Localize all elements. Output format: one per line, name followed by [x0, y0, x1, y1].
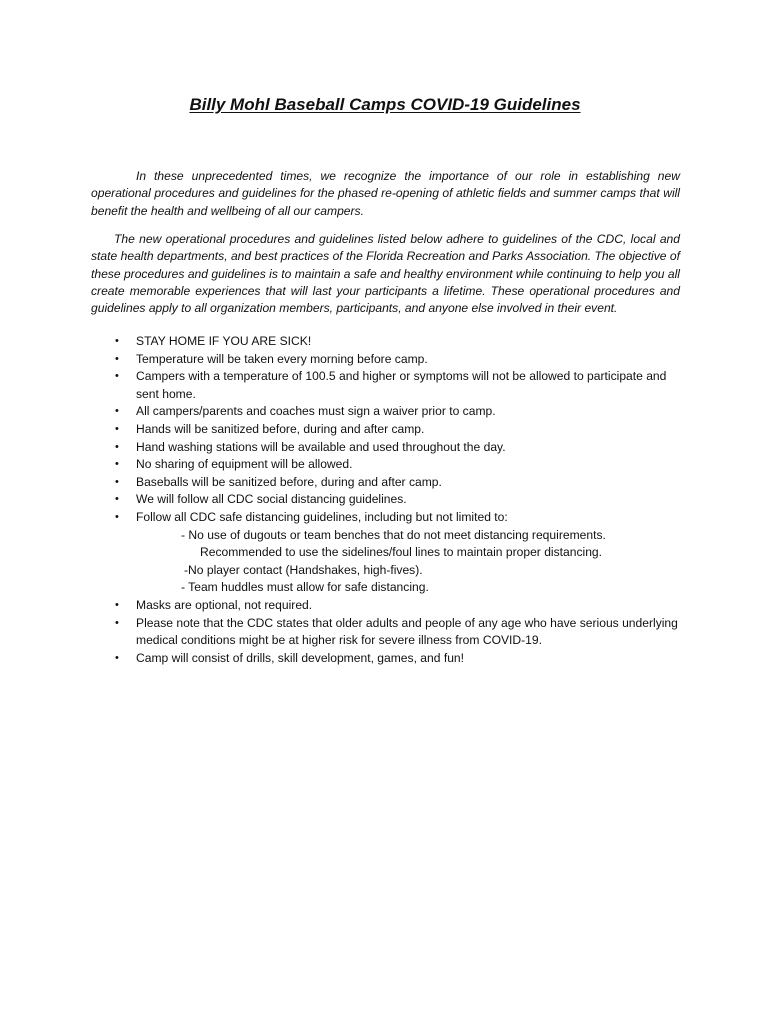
list-item: • Temperature will be taken every morning before camp. [112, 351, 682, 369]
list-item: • STAY HOME IF YOU ARE SICK! [112, 333, 682, 351]
bullet-icon: • [115, 335, 119, 347]
bullet-icon: • [115, 616, 119, 629]
guidelines-paragraph: The new operational procedures and guidelines listed below adhere to guidelines of the CDC, local and state health departments, and best practices of the Florida Recreation and Parks Association. The objective of these procedures and guidelines is to maintain a safe and healthy environment while continuing to help you all create memorable experiences that will last your participants a lifetime. These operational procedures and guidelines apply to all organization members, participants, and anyone else involved in their event. [91, 232, 680, 315]
bullet-icon: • [115, 510, 119, 523]
distancing-subitem: - No use of dugouts or team benches that do not meet distancing requirements. [181, 527, 606, 542]
list-item: • Please note that the CDC states that older adults and people of any age who have serious underlying medical conditions might be at higher risk for severe illness from COVID-19. [115, 615, 678, 648]
list-item: • Hands will be sanitized before, during and after camp. [112, 421, 682, 439]
list-item: • We will follow all CDC social distancing guidelines. [112, 491, 682, 509]
list-item: • Baseballs will be sanitized before, during and after camp. [112, 474, 682, 492]
bullet-icon: • [115, 405, 119, 418]
guidelines-list [112, 333, 682, 667]
list-item: • No sharing of equipment will be allowed. [112, 456, 682, 474]
bullet-icon: • [115, 440, 119, 453]
bullet-icon: • [115, 458, 119, 471]
intro-paragraph: In these unprecedented times, we recognize the importance of our role in establishing new operational procedures and guidelines for the phased re-opening of athletic fields and summer camps that will benefit the health and wellbeing of all our campers. [91, 169, 680, 218]
list-item: • Campers with a temperature of 100.5 and higher or symptoms will not be allowed to participate and sent home. [115, 369, 667, 401]
document-title: Billy Mohl Baseball Camps COVID-19 Guidelines [189, 95, 581, 114]
bullet-icon: • [115, 598, 119, 611]
distancing-subitem: - Team huddles must allow for safe distancing. [181, 580, 429, 595]
list-item: • All campers/parents and coaches must sign a waiver prior to camp. [112, 403, 682, 421]
distancing-subitem: -No player contact (Handshakes, high-fives). [184, 562, 423, 577]
bullet-icon: • [115, 422, 119, 435]
bullet-icon: • [115, 493, 119, 506]
list-item: • Hand washing stations will be available and used throughout the day. [112, 439, 682, 457]
distancing-subitem: Recommended to use the sidelines/foul lines to maintain proper distancing. [200, 545, 603, 560]
bullet-icon: • [115, 352, 119, 365]
list-item: • Masks are optional, not required. [112, 597, 682, 615]
list-item: • Camp will consist of drills, skill development, games, and fun! [112, 650, 682, 668]
bullet-icon: • [115, 651, 119, 664]
bullet-icon: • [115, 370, 119, 383]
bullet-icon: • [115, 475, 119, 488]
list-item: • Follow all CDC safe distancing guidelines, including but not limited to: - No use of dugouts or team benches that do not meet distancing requirements. Recommended to use the sidelines/foul lines to maintain proper distancing. -No player contact (Handshakes, high-fives). - Team huddles must allow for safe distancing. [112, 509, 682, 597]
